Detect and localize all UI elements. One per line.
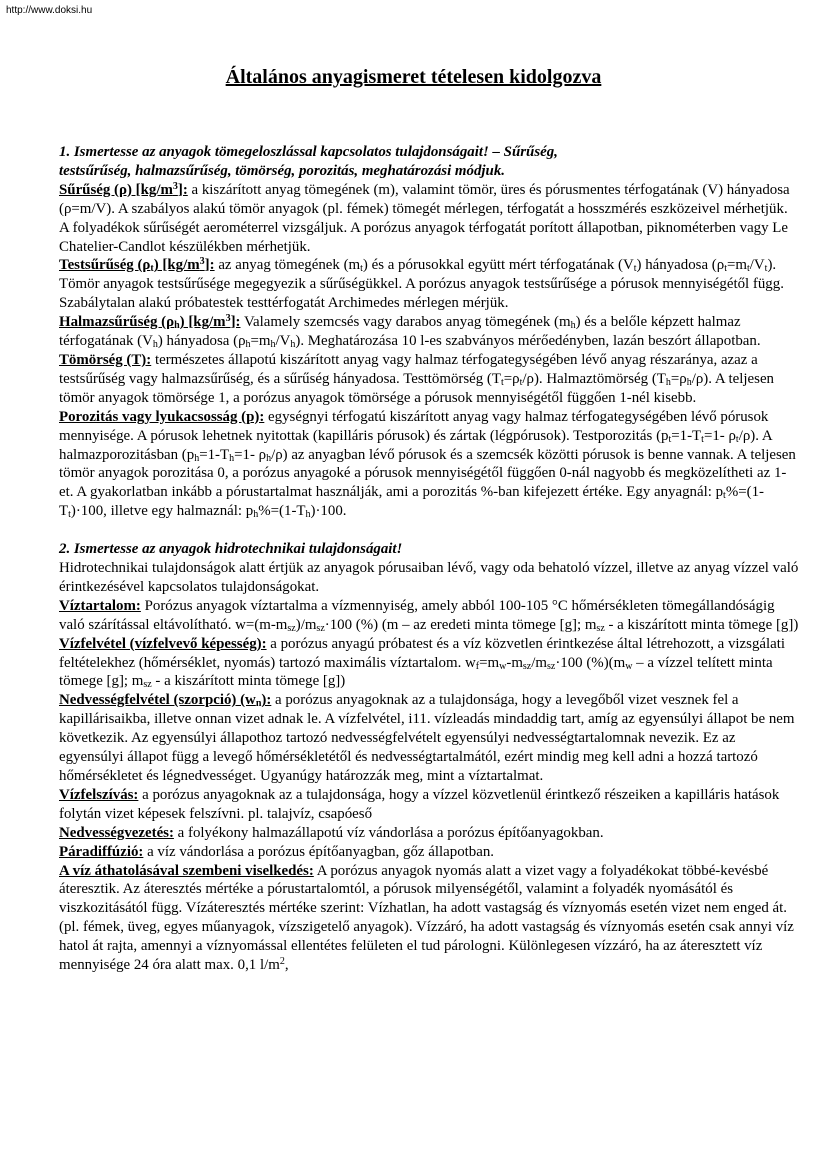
page-title: Általános anyagismeret tételesen kidolgozva	[225, 66, 602, 88]
term-suruseg: Sűrűség (ρ) $[kg/m^3]$:	[59, 180, 188, 198]
paragraph-paradiffuzio	[59, 843, 799, 862]
term-nedvessegvezetes: Nedvességvezetés:	[59, 824, 174, 841]
term-viztartalom: Víztartalom:	[59, 597, 141, 614]
term-vizfelvetel: Vízfelvétel (vízfelvevő képesség):	[59, 635, 267, 652]
paragraph-tomorseg	[59, 351, 799, 408]
term-halmazsuruseg: Halmazsűrűség $(\rho_h)$ $[kg/m^3]$:	[59, 313, 241, 332]
paragraph-vizfelvetel	[59, 635, 799, 692]
section-gap	[59, 521, 799, 540]
question-2-heading: 2. Ismertesse az anyagok hidrotechnikai tulajdonságait!	[59, 541, 403, 558]
term-paradiffuzio: Páradiffúzió:	[59, 843, 144, 860]
term-porozitas: Porozitás vagy lyukacsosság (p):	[59, 408, 265, 425]
paragraph-intro: Hidrotechnikai tulajdonságok alatt értjük az anyagok pórusaiban lévő, vagy oda behatoló vízzel, illetve az anyag vízzel való érintkezésével kapcsolatos tulajdonságokat.	[59, 560, 799, 595]
athatolas-definition: A porózus anyagok nyomás alatt a vizet vagy a folyadékokat többé-kevésbé áteresztik. Az áteresztés mértéke a pórustartalomtól, a pórusok milyenségétől, valamint a folyadék nyomásától és viszkozitásától függ. Vízáteresztés mértéke szerint: Vízhatlan, ha adott vastagság és víznyomás esetén vizet nem enged át. (pl. fémek, üveg, egyes műanyagok, vízszigetelő anyagok). Vízzáró, ha adott vastagság és víznyomás esetén csak annyi víz hatol át rajta, amennyi a víznyomással ellentétes felületen el tud párologni. Különlegesen vízzáró, ha az áteresztett víz mennyisége 24 óra alatt max. 0,1 $l/m^2$,	[59, 862, 794, 974]
paragraph-suruseg	[59, 181, 799, 257]
paragraph-nedvessegfelvetel	[59, 691, 799, 786]
paragraph-vizfelszivas	[59, 786, 799, 824]
question-1-heading-line1: 1. Ismertesse az anyagok tömegeloszlással kapcsolatos tulajdonságait! – Sűrűség,	[59, 144, 558, 160]
paragraph-viztartalom	[59, 597, 799, 635]
paragraph-testsuruseg	[59, 256, 799, 313]
nedvessegvezetes-definition: a folyékony halmazállapotú víz vándorlása a porózus építőanyagokban.	[173, 824, 604, 841]
term-testsuruseg: Testsűrűség $(\rho_t)$ $[kg/m^3]$:	[59, 256, 215, 275]
term-vizfelszivas: Vízfelszívás:	[59, 786, 139, 803]
tomorseg-definition: természetes állapotú kiszárított anyag vagy halmaz térfogategységében lévő anyag részaránya, azaz a testsűrűség vagy halmazsűrűség, és a sűrűség hányadosa. Testtömörség $(T_t=\rho_t/\rho)$. Halmaztömörség $(T_h=\rho_h/\rho)$. A teljesen tömör anyagok tömörsége 1, a porózus anyagok tömörsége a pórusok mennyiségétől függően 1-nél kisebb.	[59, 351, 775, 406]
paragraph-athatolas	[59, 862, 799, 975]
paragraph-porozitas	[59, 408, 799, 521]
question-1-heading-line2: testsűrűség, halmazsűrűség, tömörség, porozitás, meghatározási módjuk.	[59, 162, 505, 179]
paradiffuzio-definition: a víz vándorlása a porózus építőanyagban, gőz állapotban.	[143, 843, 495, 860]
nedvessegfelvetel-definition: a porózus anyagoknak az a tulajdonsága, hogy a levegőből vizet vesznek fel a kapillárisaikba, illetve onnan vizet adnak le. A vízfelvétel, i11. vízleadás mindaddig tart, amíg az egyensúlyi állapot be nem következik. Az egyensúlyi állapothoz tartozó nedvességfelvételt egyensúlyi nedvességtartalomnak nevezik. Ez az egyensúlyi állapot függ a levegő hőmérsékletétől és nedvességtartalmától, ezért mindig meg kell adni a hozzá tartozó hőmérsékletet és légnedvességet. Ugyanúgy határozzák meg, mint a víztartalmat.	[59, 692, 795, 784]
vizfelszivas-definition: a porózus anyagoknak az a tulajdonsága, hogy a vízzel közvetlenül érintkező részeiken a kapilláris hatások folytán vizet képesek felszívni. pl. talajvíz, csapóeső	[59, 786, 780, 822]
paragraph-halmazsuruseg	[59, 313, 799, 351]
term-nedvessegfelvetel: Nedvességfelvétel (szorpció) $(w_n)$:	[59, 692, 272, 710]
question-1-heading	[59, 143, 799, 181]
suruseg-definition: a kiszárított anyag tömegének (m), valamint tömör, üres és pórusmentes térfogatának (V) hányadosa (ρ=m/V). A szabályos alakú tömör anyagok (pl. fémek) tömegét mérlegen, térfogatát a hosszmérés eszközeivel mérhetjük. A folyadékok sűrűségét aerométerrel vizsgáljuk. A porózus anyagok térfogatát porított állapotban, piknométerben vagy Le Chatelier-Candlot készülékben mérhetjük.	[59, 181, 790, 255]
source-url[interactable]: http://www.doksi.hu	[6, 5, 93, 16]
paragraph-nedvessegvezetes	[59, 824, 799, 843]
vizfelvetel-definition: a porózus anyagú próbatest és a víz közvetlen érintkezése által létrehozott, a vizsgálati feltételekhez (hőmérséklet, nyomás) tartozó maximális víztartalom. $w_f=m_w-m_{sz}/m_{sz}\cdot 100$ $(\%)(m_w$ – a vízzel telített minta tömege [g]; $m_{sz}$ - a kiszárított minta tömege [g])	[59, 635, 786, 691]
porozitas-definition: egységnyi térfogatú kiszárított anyag vagy halmaz térfogategységében lévő pórusok mennyisége. A pórusok lehetnek nyitottak (kapilláris pórusok) és zártak (légpórusok). Testporozitás ($p_t=1-T_t=1-$ $\rho_t/\rho$). A halmazporozitásban ($p_h=1-T_h=1-$ $\rho_h/\rho$) az anyagban lévő pórusok és a szemcsék közötti pórusok is benne vannak. A teljesen tömör anyagok porozitása 0, a porózus anyagoké a pórusok mennyiségétől függően 0-nál nagyobb és megközelítheti az 1-et. A gyakorlatban inkább a pórustartalmat használják, ami a porozitás %-ban kifejezett értéke. Egy anyagnál: $p_t\%=(1-T_t)\cdot 100$, illetve egy halmaznál: $p_h\%=(1-T_h)\cdot 100$.	[59, 408, 796, 521]
testsuruseg-definition: az anyag tömegének $(m_t)$ és a pórusokkal együtt mért térfogatának $(V_t)$ hányadosa $(\rho_t=m_t/V_t)$. Tömör anyagok testsűrűsége megegyezik a sűrűségükkel. A porózus anyagok testsűrűsége a pórusok mennyiségétől függ. Szabálytalan alakú próbatestek testtérfogatát Archimedes mérlegen mérjük.	[59, 257, 784, 312]
viztartalom-definition: Porózus anyagok víztartalma a vízmennyiség, amely abból 100-105 °C hőmérsékleten tömegállandóságig való szárítással eltávolítható. $w=(m-m_{sz})/m_{sz}\cdot 100$ (%) (m – az eredeti minta tömege [g]; $m_{sz}$ - a kiszárított minta tömege [g])	[59, 597, 799, 634]
term-athatolas: A víz áthatolásával szembeni viselkedés:	[59, 862, 314, 879]
halmazsuruseg-definition: Valamely szemcsés vagy darabos anyag tömegének $(m_h)$ és a belőle képzett halmaz térfogatának $(V_h)$ hányadosa $(\rho_h=m_h/V_h)$. Meghatározása 10 l-es szabványos mérőedényben, lazán beszórt állapotban.	[59, 314, 761, 351]
document-body	[59, 143, 799, 975]
term-tomorseg: Tömörség (T):	[59, 351, 152, 368]
